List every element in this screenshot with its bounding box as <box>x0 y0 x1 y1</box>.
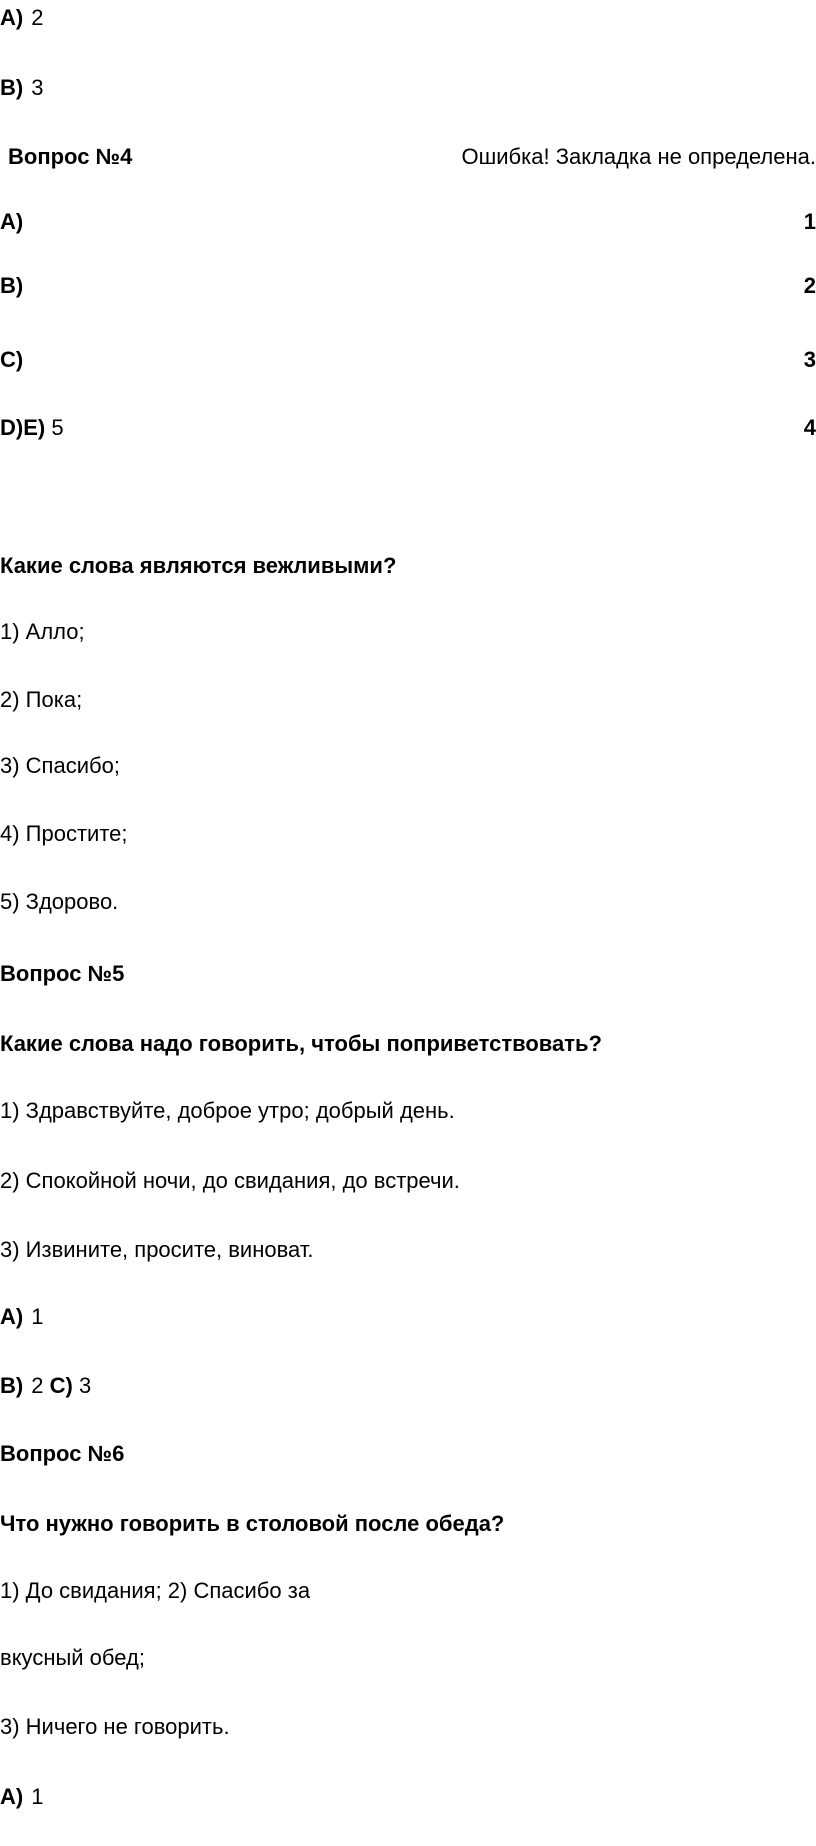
q4-title: Вопрос №4 <box>8 144 133 169</box>
q5-option-c-label: С) <box>49 1373 73 1398</box>
q6-option-a-value: 1 <box>31 1784 44 1809</box>
q5-option-a <box>0 1303 43 1331</box>
q6-option-a-label: А) <box>0 1784 24 1809</box>
q4-error-note: Ошибка! Закладка не определена. <box>461 144 816 169</box>
q4-answer-5: 5) Здорово. <box>0 889 119 914</box>
q6-answer-line-2: вкусный обед; <box>0 1645 145 1670</box>
q4-option-d-number: 4 <box>803 415 816 440</box>
q5-title: Вопрос №5 <box>0 961 125 986</box>
q5-question: Какие слова надо говорить, чтобы поприветствовать? <box>0 1031 602 1056</box>
q6-answer-line-3: 3) Ничего не говорить. <box>0 1714 230 1739</box>
q5-option-a-label: А) <box>0 1304 24 1329</box>
q4-option-a-number: 1 <box>803 209 816 234</box>
q4-answer-3: 3) Спасибо; <box>0 753 120 778</box>
q6-title: Вопрос №6 <box>0 1441 125 1466</box>
q4-answer-4: 4) Простите; <box>0 821 128 846</box>
q5-answer-3: 3) Извините, просите, виноват. <box>0 1237 314 1262</box>
option-a <box>0 4 43 32</box>
q6-answer-line-1: 1) До свидания; 2) Спасибо за <box>0 1578 311 1603</box>
q5-option-b-value: 2 <box>31 1373 44 1398</box>
q5-option-b-label: В) <box>0 1373 24 1398</box>
q4-option-c-label: C) <box>0 347 24 372</box>
q4-option-de-value: 5 <box>51 415 64 440</box>
q4-option-b-label: B) <box>0 273 24 298</box>
option-a-label: А) <box>0 5 24 30</box>
q5-option-bc <box>0 1372 91 1400</box>
option-b-label: В) <box>0 75 24 100</box>
q5-option-a-value: 1 <box>31 1304 44 1329</box>
q4-answer-2: 2) Пока; <box>0 687 83 712</box>
q6-question: Что нужно говорить в столовой после обеда? <box>0 1511 505 1536</box>
option-b <box>0 74 43 102</box>
q5-answer-2: 2) Спокойной ночи, до свидания, до встречи. <box>0 1168 460 1193</box>
q4-option-b-number: 2 <box>803 273 816 298</box>
q4-option-c-number: 3 <box>803 347 816 372</box>
q6-option-a <box>0 1783 43 1811</box>
q4-question: Какие слова являются вежливыми? <box>0 553 397 578</box>
q4-answer-1: 1) Алло; <box>0 619 85 644</box>
q4-option-de-label: D)E) <box>0 415 46 440</box>
q5-answer-1: 1) Здравствуйте, доброе утро; добрый день. <box>0 1098 455 1123</box>
q4-option-de <box>0 414 64 442</box>
option-a-value: 2 <box>31 5 44 30</box>
q4-option-a-label: A) <box>0 209 24 234</box>
q5-option-c-value: 3 <box>78 1373 92 1398</box>
option-b-value: 3 <box>31 75 44 100</box>
